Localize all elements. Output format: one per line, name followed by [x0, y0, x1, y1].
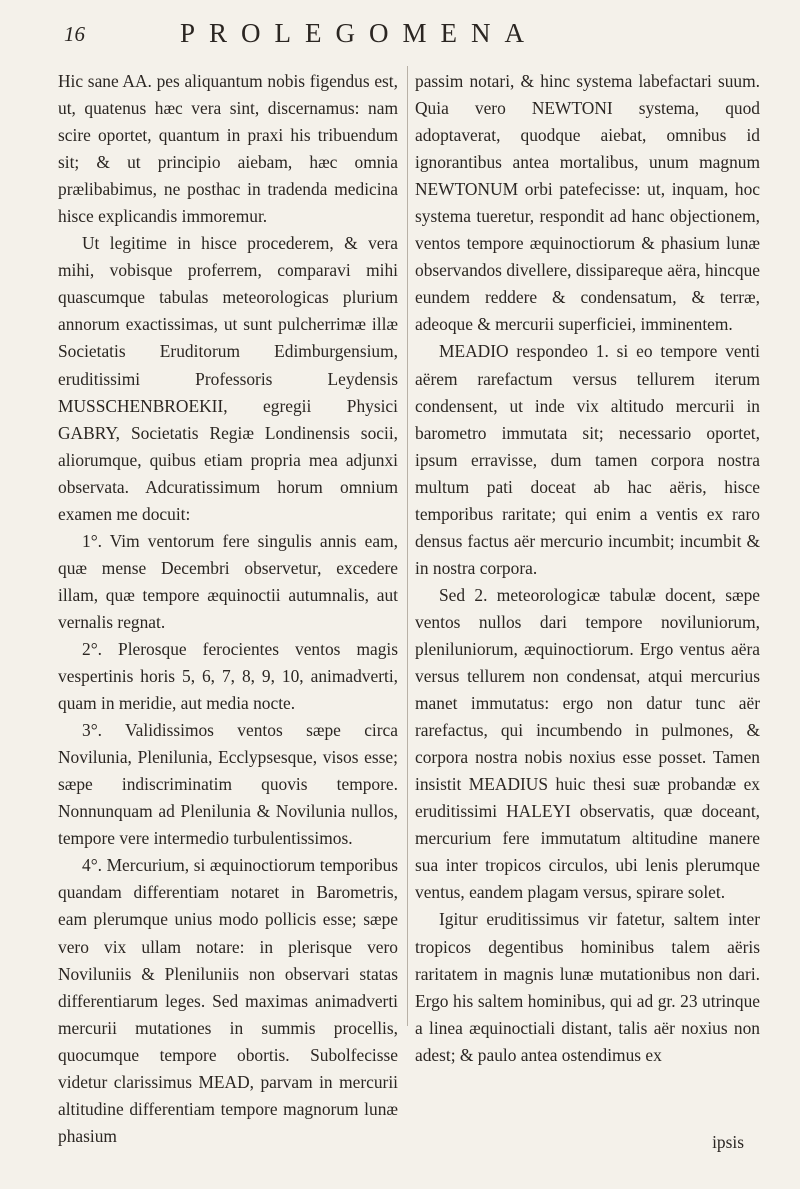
left-column	[58, 68, 398, 1150]
page-header	[60, 14, 748, 48]
paragraph: MEADIO respondeo 1. si eo tempore venti aërem rarefactum versus tellurem iterum condensent, ut inde vix altitudo mercurii in barometro immutata sit; necessario oportet, ipsum erravisse, dum tamen corpora nostra multum pati doceat ab hac aëris, hisce temporibus raritate; qui enim a ventis ex raro densus factus aër mercurio incumbit; incumbit & in nostra corpora.	[415, 341, 760, 578]
page-number: 16	[64, 22, 85, 46]
running-title: PROLEGOMENA	[180, 18, 539, 48]
paragraph: Ut legitime in hisce procederem, & vera mihi, vobisque proferrem, comparavi mihi quascumque tabulas meteorologicas plurium annorum exactissimas, ut sunt pulcherrimæ illæ Societatis Eruditorum Edimburgensium, eruditissimi Professoris Leydensis MUSSCHENBROEKII, egregii Physici GABRY, Societatis Regiæ Londinensis socii, aliorumque, quibus etiam propria mea adjunxi observata. Adcuratissimum horum omnium examen me docuit:	[58, 233, 398, 524]
paragraph: 4°. Mercurium, si æquinoctiorum temporibus quandam differentiam notaret in Barometris, eam plerumque unius modo pollicis esse; sæpe vero vix ullam notare: in plerisque vero Noviluniis & Pleniluniis non observari statas differentiarum leges. Sed maximas animadverti mercurii mutationes in summis procellis, quocumque tempore obortis. Subolfecisse videtur clarissimus MEAD, parvam in mercurii altitudine differentiam tempore magnorum lunæ phasium	[58, 855, 398, 1146]
paragraph: passim notari, & hinc systema labefactari suum. Quia vero NEWTONI systema, quod adoptaverat, quodque aiebat, omnibus id ignorantibus antea mortalibus, unum magnum NEWTONUM orbi patefecisse: ut, inquam, hoc systema tueretur, respondit ad hanc objectionem, ventos tempore æquinoctiorum & phasium lunæ observandos divellere, dissipareque aëra, hincque eundem reddere & condensatum, & terræ, adeoque & mercurii superficiei, imminentem.	[415, 71, 760, 335]
paragraph: Hic sane AA. pes aliquantum nobis figendus est, ut, quatenus hæc vera sint, discernamus: nam scire oportet, quantum in praxi his tribuendum sit; & ut principio aiebam, hæc omnia prælibabimus, ne posthac in tradenda medicina hisce explicandis immoremur.	[58, 71, 398, 227]
paragraph: 2°. Plerosque ferocientes ventos magis vespertinis horis 5, 6, 7, 8, 9, 10, animadverti, quam in meridie, aut media nocte.	[58, 638, 398, 714]
right-column	[415, 68, 760, 1069]
column-divider	[407, 66, 408, 1026]
paragraph: Igitur eruditissimus vir fatetur, saltem inter tropicos degentibus hominibus talem aëris raritatem in magnis lunæ mutationibus non dari. Ergo his saltem hominibus, qui ad gr. 23 utrinque a linea æquinoctiali distant, talis aër noxius non adest; & paulo antea ostendimus ex	[415, 909, 760, 1065]
paragraph: 1°. Vim ventorum fere singulis annis eam, quæ mense Decembri observetur, excedere illam, quæ tempore æquinoctii autumnalis, aut vernalis regnat.	[58, 530, 398, 632]
paragraph: Sed 2. meteorologicæ tabulæ docent, sæpe ventos nullos dari tempore noviluniorum, pleniluniorum, æquinoctiorum. Ergo ventus aëra versus tellurem non condensat, atqui mercurius manet immutatus: ergo non datur tunc aër rarefactus, qui incumbendo in pulmones, & corpora nostra nobis noxius esse posset. Tamen insistit MEADIUS huic thesi suæ probandæ ex eruditissimi HALEYI observatis, quæ doceant, mercurium fere immutatum altitudine manere sua inter tropicos circulos, ubi lenis plerumque ventus, eandem plagam versus, spirare solet.	[415, 584, 760, 903]
paragraph: 3°. Validissimos ventos sæpe circa Novilunia, Plenilunia, Ecclypsesque, visos esse; sæpe indiscriminatim quovis tempore. Nonnunquam ad Plenilunia & Novilunia nullos, tempore vere intermedio turbulentissimos.	[58, 720, 398, 849]
catchword: ipsis	[712, 1132, 744, 1152]
